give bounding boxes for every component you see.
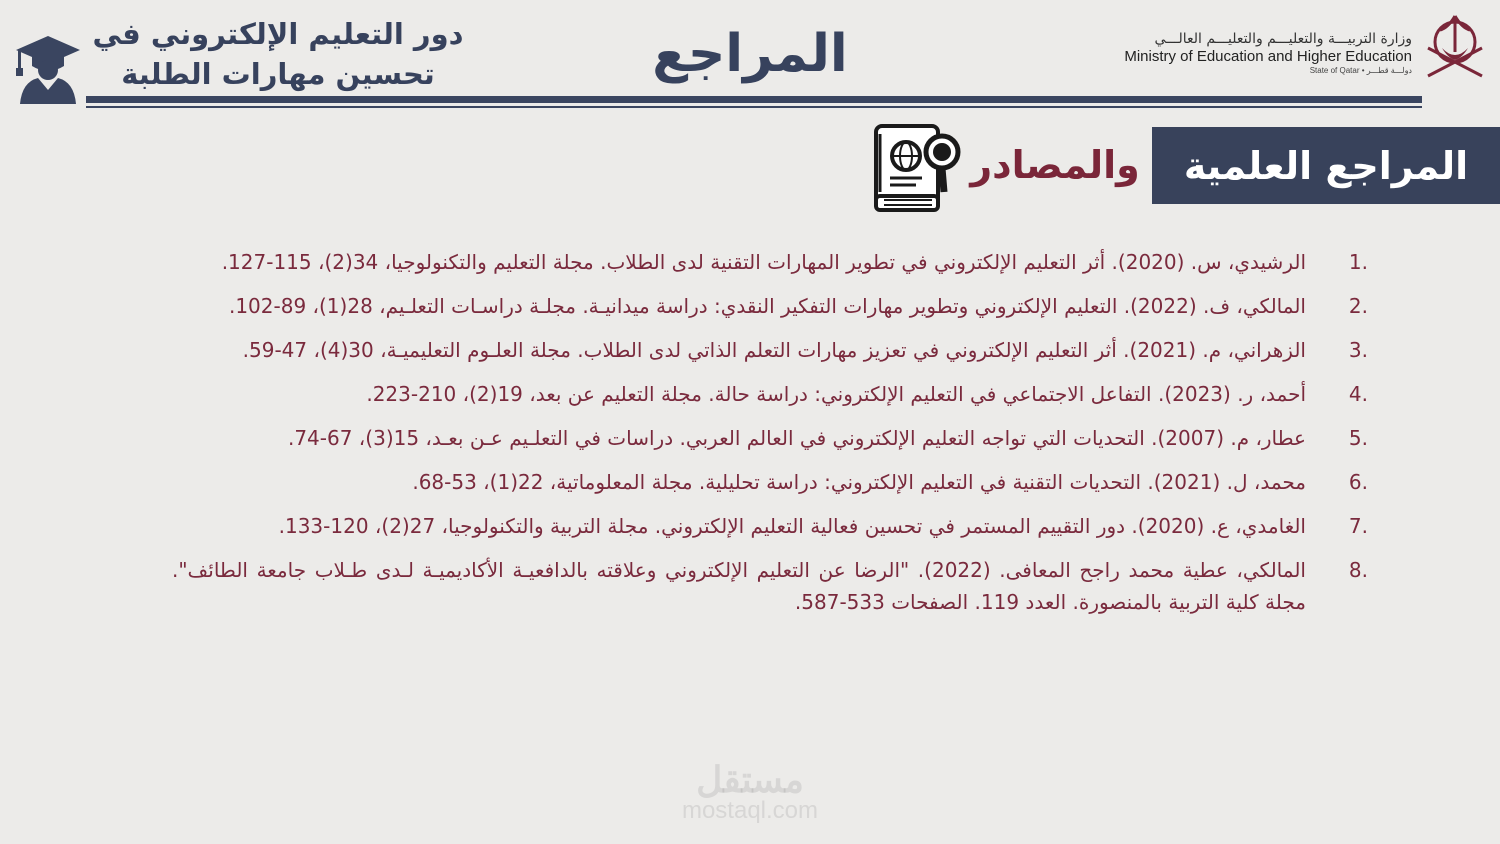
state-of-qatar: State of Qatar • دولـــة قطـــر xyxy=(1309,66,1412,75)
reference-number: 7. xyxy=(1348,514,1368,538)
reference-item xyxy=(172,246,1368,278)
reference-number: 5. xyxy=(1348,426,1368,450)
graduate-icon xyxy=(14,34,82,104)
reference-number: 1. xyxy=(1348,250,1368,274)
reference-item xyxy=(172,378,1368,410)
reference-item xyxy=(172,290,1368,322)
ministry-name-arabic: وزارة التربيـــة والتعليـــم والتعليـــم العالـــي xyxy=(1154,31,1412,47)
reference-number: 6. xyxy=(1348,470,1368,494)
reference-item xyxy=(172,510,1368,542)
reference-text: أحمد، ر. (2023). التفاعل الاجتماعي في التعليم الإلكتروني: دراسة حالة. مجلة التعليم عن بعد، 19(2)، 210-223. xyxy=(366,382,1306,406)
reference-number: 4. xyxy=(1348,382,1368,406)
reference-number: 2. xyxy=(1348,294,1368,318)
watermark xyxy=(640,759,860,824)
reference-text: المالكي، ف. (2022). التعليم الإلكتروني وتطوير مهارات التفكير النقدي: دراسة ميدانيـة. مجلـة دراسـات التعلـيم، 28(1)، 89-102. xyxy=(228,294,1306,318)
reference-text: المالكي، عطية محمد راجح المعافى. (2022). "الرضا عن التعليم الإلكتروني وعلاقته بالدافعيـة الأكاديميـة لـدى طـلاب جامعة الطائف". مجلة كلية التربية بالمنصورة. العدد 119. الصفحات 533-587. xyxy=(172,558,1306,614)
ministry-name-english: Ministry of Education and Higher Education xyxy=(1124,48,1412,65)
reference-number: 8. xyxy=(1348,558,1368,582)
references-list xyxy=(172,246,1368,630)
reference-item xyxy=(172,422,1368,454)
reference-text: الرشيدي، س. (2020). أثر التعليم الإلكتروني في تطوير المهارات التقنية لدى الطلاب. مجلة التعليم والتكنولوجيا، 34(2)، 115-127. xyxy=(221,250,1306,274)
ministry-logo-text xyxy=(1120,30,1412,76)
section-title-secondary: والمصادر xyxy=(970,143,1140,187)
qatar-emblem-icon xyxy=(1418,8,1492,82)
reference-text: الزهراني، م. (2021). أثر التعليم الإلكتروني في تعزيز مهارات التعلم الذاتي لدى الطلاب. مجلة العلـوم التعليميـة، 30(4)، 47-59. xyxy=(242,338,1306,362)
reference-item xyxy=(172,466,1368,498)
reference-text: محمد، ل. (2021). التحديات التقنية في التعليم الإلكتروني: دراسة تحليلية. مجلة المعلوماتية، 22(1)، 53-68. xyxy=(412,470,1306,494)
header-divider-thin xyxy=(86,106,1422,108)
watermark-logo: مستقل xyxy=(696,759,804,800)
watermark-url: mostaql.com xyxy=(681,797,819,824)
reference-text: عطار، م. (2007). التحديات التي تواجه التعليم الإلكتروني في العالم العربي. دراسات في التعلـيم عـن بعـد، 15(3)، 67-74. xyxy=(287,426,1306,450)
presentation-topic xyxy=(92,14,464,94)
reference-text: الغامدي، ع. (2020). دور التقييم المستمر في تحسين فعالية التعليم الإلكتروني. مجلة التربية والتكنولوجيا، 27(2)، 120-133. xyxy=(278,514,1306,538)
topic-line-1: دور التعليم الإلكتروني في xyxy=(92,17,464,51)
reference-item xyxy=(172,334,1368,366)
header-divider xyxy=(86,96,1422,103)
page-title: المراجع xyxy=(652,24,848,84)
reference-number: 3. xyxy=(1348,338,1368,362)
book-search-icon xyxy=(866,120,966,220)
section-title-primary: المراجع العلمية xyxy=(1152,127,1500,204)
reference-item xyxy=(172,554,1368,618)
topic-line-2: تحسين مهارات الطلبة xyxy=(121,57,435,91)
